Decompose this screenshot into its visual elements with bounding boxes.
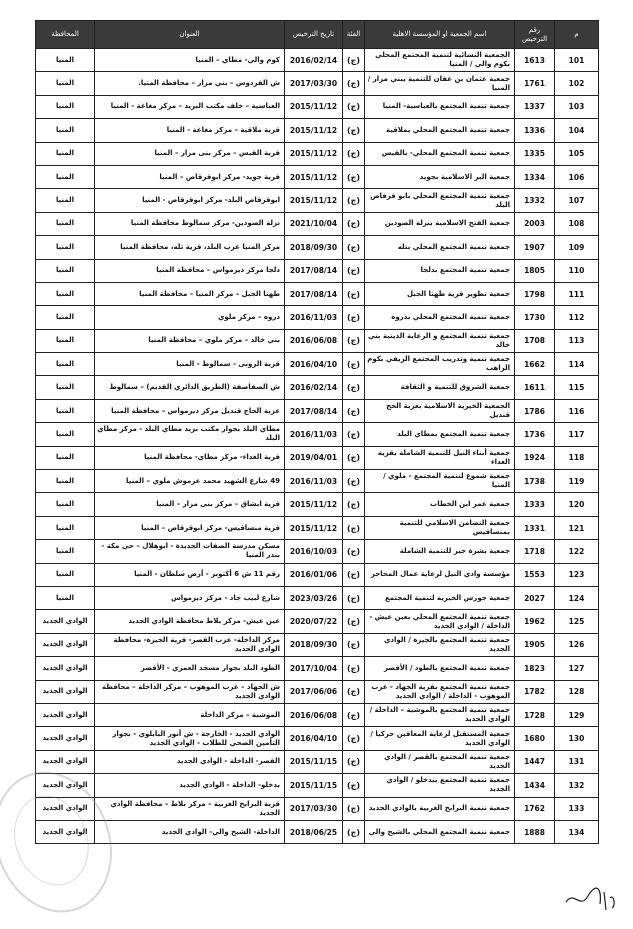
cell-category: (ج) [343,72,365,95]
cell-name: جمعية عمر ابن الخطاب [365,493,515,516]
cell-governorate: المنيا [36,353,95,376]
cell-address: عزبة الحاج قنديل مركز ديرمواس – محافظة المنيا [95,399,285,422]
cell-no: 126 [555,633,599,656]
cell-license-date: 2016/02/14 [285,376,343,399]
associations-table-sheet [35,20,598,844]
cell-license-no: 1718 [515,540,555,563]
cell-no: 102 [555,72,599,95]
cell-license-date: 2017/08/14 [285,259,343,282]
cell-license-date: 2018/06/25 [285,820,343,843]
cell-license-no: 1335 [515,142,555,165]
cell-name: جمعية تنمية المجتمع بالقصر / الوادي الجديد [365,750,515,773]
cell-license-date: 2017/08/14 [285,399,343,422]
cell-no: 125 [555,610,599,633]
cell-address: قرية البرابخ الغربية – مركز بلاط – محافظة الوادي الجديد [95,797,285,820]
cell-license-no: 1334 [515,165,555,188]
table-row [36,282,599,305]
cell-category: (ج) [343,306,365,329]
cell-license-no: 2027 [515,586,555,609]
table-row [36,563,599,586]
cell-license-no: 1662 [515,353,555,376]
cell-category: (ج) [343,189,365,212]
cell-license-date: 2015/11/15 [285,774,343,797]
cell-address: قرية ابشاق – مركز بنى مزار – المنيا [95,493,285,516]
cell-name: جمعية الفتح الاسلامية بنزلة الصودين [365,212,515,235]
table-row [36,633,599,656]
cell-name: جمعية تنمية المجتمع المحلي بدروه [365,306,515,329]
cell-license-no: 1333 [515,493,555,516]
cell-license-date: 2015/11/12 [285,119,343,142]
cell-license-no: 1337 [515,95,555,118]
cell-no: 107 [555,189,599,212]
cell-license-date: 2015/11/12 [285,95,343,118]
cell-category: (ج) [343,820,365,843]
cell-license-date: 2015/11/12 [285,165,343,188]
header-license-date: تاريخ الترخيص [285,21,343,49]
cell-address: قرية جويد- مركز ابوقرقاص – المنيا [95,165,285,188]
table-row [36,399,599,422]
cell-category: (ج) [343,797,365,820]
cell-no: 114 [555,353,599,376]
cell-name: جمعية تنمية المجتمع المحلي بملاقية [365,119,515,142]
cell-category: (ج) [343,212,365,235]
cell-governorate: المنيا [36,586,95,609]
table-row [36,329,599,352]
table-row [36,95,599,118]
cell-governorate: المنيا [36,470,95,493]
cell-governorate: المنيا [36,516,95,539]
cell-name: جمعية تنمية المجتمع المحلي بعين عيش - الداخلة / الوادي الجديد [365,610,515,633]
cell-address: العباسية – خلف مكتب البريد – مركز مغاغة - المنيا [95,95,285,118]
cell-license-no: 1553 [515,563,555,586]
cell-address: القصر- الداخلة - الوادي الجديد [95,750,285,773]
cell-license-no: 1611 [515,376,555,399]
cell-license-date: 2017/03/30 [285,797,343,820]
header-governorate: المحافظة [36,21,95,49]
cell-no: 116 [555,399,599,422]
cell-address: مركز المنيا غرب البلد، قرية تله، محافظة المنيا [95,236,285,259]
cell-license-no: 1805 [515,259,555,282]
cell-no: 134 [555,820,599,843]
cell-category: (ج) [343,376,365,399]
table-row [36,376,599,399]
cell-category: (ج) [343,727,365,750]
cell-license-no: 1924 [515,446,555,469]
cell-no: 110 [555,259,599,282]
cell-license-date: 2016/04/10 [285,353,343,376]
cell-no: 130 [555,727,599,750]
cell-license-no: 1761 [515,72,555,95]
table-body [36,49,599,844]
cell-governorate: المنيا [36,165,95,188]
cell-no: 109 [555,236,599,259]
cell-license-date: 2016/11/03 [285,423,343,446]
cell-address: الداخلة- الشيخ والي- الوادي الجديد [95,820,285,843]
cell-address: 49 شارع الشهيد محمد عرموش ملوي – المنيا [95,470,285,493]
cell-address: كوم والي- مطاي – المنيا [95,49,285,72]
cell-license-no: 1728 [515,703,555,726]
cell-license-date: 2016/10/03 [285,540,343,563]
cell-name: جمعية تنمية المجتمع بالعباسية- المنيا [365,95,515,118]
cell-license-no: 1680 [515,727,555,750]
cell-category: (ج) [343,493,365,516]
cell-name: جمعية تنمية البرابخ الغربية بالوادي الجديد [365,797,515,820]
table-row [36,703,599,726]
cell-governorate: المنيا [36,282,95,305]
cell-license-date: 2016/01/06 [285,563,343,586]
cell-governorate: المنيا [36,376,95,399]
table-row [36,423,599,446]
cell-license-no: 1782 [515,680,555,703]
cell-license-date: 2015/11/15 [285,750,343,773]
cell-name: الجمعية النسائية لتنمية المجتمع المحلي بكوم والي / المنيا [365,49,515,72]
cell-address: قرية منساقيس- مركز ابوقرقاص – المنيا [95,516,285,539]
cell-category: (ج) [343,680,365,703]
cell-address: دلجا مركز ديرمواس – محافظة المنيا [95,259,285,282]
cell-name: جمعية تطوير قرية طهنا الجبل [365,282,515,305]
cell-category: (ج) [343,470,365,493]
handwritten-signature [560,880,620,916]
cell-category: (ج) [343,610,365,633]
cell-category: (ج) [343,423,365,446]
cell-license-date: 2021/10/04 [285,212,343,235]
table-row [36,610,599,633]
cell-license-date: 2016/06/08 [285,703,343,726]
table-row [36,820,599,843]
table-row [36,727,599,750]
cell-category: (ج) [343,353,365,376]
cell-address: مسكن مدرسة الصفات الجديدة - ابوهلال – حي مكة - بندر المنيا [95,540,285,563]
cell-name: جمعية تنمية المجتمع المحلي بالشيخ والي [365,820,515,843]
cell-no: 121 [555,516,599,539]
cell-license-date: 2023/03/26 [285,586,343,609]
cell-category: (ج) [343,516,365,539]
cell-address: ابوقرقاص البلد- مركز ابوقرقاص - المنيا [95,189,285,212]
cell-address: قرية القيس – مركز بنى مزار – المنيا [95,142,285,165]
cell-governorate: الوادي الجديد [36,820,95,843]
cell-address: ش الصفاصفة (الطريق الدائري القديم) – سمالوط [95,376,285,399]
table-row [36,493,599,516]
cell-governorate: المنيا [36,49,95,72]
cell-license-date: 2017/03/30 [285,72,343,95]
cell-license-date: 2016/11/03 [285,470,343,493]
cell-governorate: المنيا [36,306,95,329]
table-row [36,72,599,95]
cell-governorate: المنيا [36,446,95,469]
cell-governorate: الوادي الجديد [36,797,95,820]
cell-governorate: المنيا [36,95,95,118]
cell-license-no: 1786 [515,399,555,422]
cell-address: ش الجهاد – غرب الموهوب – مركز الداخلة – محافظة الوادي الجديد [95,680,285,703]
cell-no: 119 [555,470,599,493]
cell-governorate: الوادي الجديد [36,610,95,633]
table-row [36,750,599,773]
table-row [36,306,599,329]
cell-license-date: 2017/10/04 [285,657,343,680]
associations-table [35,20,599,844]
cell-category: (ج) [343,142,365,165]
cell-address: طهنا الجبل – مركز المنيا – محافظة المنيا [95,282,285,305]
table-row [36,236,599,259]
cell-no: 124 [555,586,599,609]
cell-category: (ج) [343,703,365,726]
cell-name: جمعية تنمية المجتمع بالجيزة / الوادي الجديد [365,633,515,656]
cell-license-date: 2019/04/01 [285,446,343,469]
header-category: الفئة [343,21,365,49]
cell-address: الوادي الجديد - الخارجة - ش أنور البابلوي - بجوار التأمين الصحي للطلاب - الوادي الجديد [95,727,285,750]
table-row [36,212,599,235]
cell-no: 128 [555,680,599,703]
cell-no: 131 [555,750,599,773]
cell-license-no: 2003 [515,212,555,235]
cell-name: جمعية المستقبل لرعاية المعاقين حركيا / الوادي الجديد [365,727,515,750]
cell-license-no: 1907 [515,236,555,259]
cell-license-no: 1823 [515,657,555,680]
cell-no: 103 [555,95,599,118]
table-row [36,586,599,609]
table-row [36,259,599,282]
cell-governorate: المنيا [36,329,95,352]
cell-governorate: المنيا [36,119,95,142]
cell-category: (ج) [343,236,365,259]
cell-governorate: المنيا [36,259,95,282]
table-row [36,353,599,376]
cell-license-date: 2016/02/14 [285,49,343,72]
cell-no: 115 [555,376,599,399]
cell-name: الجمعية الخيرية الاسلامية بعزبة الحج قنديل [365,399,515,422]
cell-address: بدخلو- الداخلة - الوادي الجديد [95,774,285,797]
cell-category: (ج) [343,165,365,188]
cell-name: جمعية تنمية وتدريب المجتمع الريفي بكوم الراهب [365,353,515,376]
table-row [36,142,599,165]
cell-license-date: 2017/06/06 [285,680,343,703]
cell-no: 123 [555,563,599,586]
table-row [36,516,599,539]
cell-address: مركز الداخلة- عزب القصر- قرية الجيزة- محافظة الوادي الجديد [95,633,285,656]
cell-license-no: 1447 [515,750,555,773]
cell-governorate: الوادي الجديد [36,703,95,726]
cell-no: 129 [555,703,599,726]
table-row [36,680,599,703]
cell-license-date: 2015/11/12 [285,142,343,165]
cell-no: 118 [555,446,599,469]
cell-governorate: الوادي الجديد [36,633,95,656]
cell-name: جمعية تنمية المجتمع بالموشية – الداخلة / الوادي الجديد [365,703,515,726]
cell-category: (ج) [343,750,365,773]
cell-category: (ج) [343,119,365,142]
table-row [36,797,599,820]
cell-no: 122 [555,540,599,563]
cell-address: رقم 11 ش 6 أكتوبر - أرض سلطان - المنيا [95,563,285,586]
cell-address: شارع لبيب جاد - مركز ديرمواس [95,586,285,609]
cell-address: الطود البلد بجوار مسجد العمري - الأقصر [95,657,285,680]
cell-license-no: 1762 [515,797,555,820]
cell-no: 108 [555,212,599,235]
cell-category: (ج) [343,657,365,680]
cell-no: 113 [555,329,599,352]
cell-category: (ج) [343,282,365,305]
cell-license-no: 1905 [515,633,555,656]
cell-no: 120 [555,493,599,516]
cell-name: جمعية الشروق للتنمية و الثقافة [365,376,515,399]
cell-category: (ج) [343,633,365,656]
cell-address: نزلة الصودين- مركز سمالوط محافظة المنيا [95,212,285,235]
table-row [36,657,599,680]
cell-governorate: المنيا [36,493,95,516]
cell-name: جمعية بشرة خير للتنمية الشاملة [365,540,515,563]
cell-license-no: 1336 [515,119,555,142]
cell-governorate: المنيا [36,212,95,235]
cell-license-no: 1962 [515,610,555,633]
cell-governorate: الوادي الجديد [36,727,95,750]
cell-no: 132 [555,774,599,797]
table-row [36,165,599,188]
table-row [36,49,599,72]
cell-license-date: 2018/09/30 [285,236,343,259]
cell-category: (ج) [343,49,365,72]
header-address: العنوان [95,21,285,49]
cell-governorate: الوادي الجديد [36,657,95,680]
cell-category: (ج) [343,446,365,469]
cell-license-no: 1798 [515,282,555,305]
cell-governorate: المنيا [36,399,95,422]
cell-license-date: 2016/04/10 [285,727,343,750]
cell-license-no: 1613 [515,49,555,72]
cell-name: جمعية تنمية المجتمع المحلي بتله [365,236,515,259]
cell-license-no: 1331 [515,516,555,539]
cell-license-no: 1738 [515,470,555,493]
table-row [36,470,599,493]
cell-no: 101 [555,49,599,72]
cell-license-date: 2015/11/12 [285,189,343,212]
cell-license-date: 2015/11/12 [285,493,343,516]
cell-category: (ج) [343,563,365,586]
cell-address: مطاي البلد بجوار مكتب بريد مطاي البلد - مركز مطاي البلد [95,423,285,446]
cell-address: عين عيش- مركز بلاط محافظة الوادي الجديد [95,610,285,633]
table-row [36,774,599,797]
cell-category: (ج) [343,329,365,352]
cell-address: قرية الغداء- مركز مطاي- محافظة المنيا [95,446,285,469]
cell-governorate: المنيا [36,142,95,165]
header-name: اسم الجمعية او المؤسسة الاهلية [365,21,515,49]
cell-name: جمعية تنمية المجتمع ببدخلو / الوادي الجديد [365,774,515,797]
cell-name: جمعية تنمية المجتمع المحلي بابو قرقاص البلد [365,189,515,212]
cell-name: جمعية تنمية المجتمع و الرعاية الدينية بني خالد [365,329,515,352]
cell-name: جمعية البر الاسلامية بجويد [365,165,515,188]
cell-name: جمعية أبناء النيل للتنمية الشاملة بقرية الغداء [365,446,515,469]
cell-license-no: 1332 [515,189,555,212]
cell-no: 112 [555,306,599,329]
cell-address: دروه – مركز ملوي [95,306,285,329]
cell-category: (ج) [343,259,365,282]
cell-category: (ج) [343,399,365,422]
cell-license-date: 2015/11/12 [285,516,343,539]
cell-license-no: 1708 [515,329,555,352]
cell-name: جمعية عثمان بن عفان للتنمية ببني مزار / المنيا [365,72,515,95]
cell-name: جمعية شموع لتنمية المجتمع - ملوي / المنيا [365,470,515,493]
cell-license-date: 2020/07/22 [285,610,343,633]
cell-governorate: المنيا [36,540,95,563]
table-row [36,446,599,469]
cell-no: 105 [555,142,599,165]
table-row [36,119,599,142]
table-row [36,540,599,563]
cell-license-date: 2018/09/30 [285,633,343,656]
cell-license-date: 2017/08/14 [285,282,343,305]
cell-license-no: 1736 [515,423,555,446]
cell-name: مؤسسة وادي النيل لرعاية عمال المحاجر [365,563,515,586]
table-header-row [36,21,599,49]
cell-governorate: المنيا [36,236,95,259]
cell-name: جمعية تنمية المجتمع المحلي- بالقيس [365,142,515,165]
header-no: م [555,21,599,49]
cell-no: 133 [555,797,599,820]
cell-name: جمعية التضامن الاسلامي للتنمية بمنساقيس [365,516,515,539]
cell-no: 104 [555,119,599,142]
header-license-no: رقم الترخيص [515,21,555,49]
cell-governorate: المنيا [36,189,95,212]
cell-name: جمعية تنمية المجتمع بقرية الجهاد - غرب الموهوب - الداخلة / الوادي الجديد [365,680,515,703]
cell-license-no: 1434 [515,774,555,797]
cell-license-no: 1730 [515,306,555,329]
cell-license-date: 2016/11/03 [285,306,343,329]
cell-license-date: 2016/06/08 [285,329,343,352]
cell-address: قرية ملاقية – مركز مغاغة - المنيا [95,119,285,142]
cell-no: 127 [555,657,599,680]
cell-name: جمعية تنمية المجتمع بمطاي البلد [365,423,515,446]
cell-name: جمعية جورس الخيرية لتنمية المجتمع [365,586,515,609]
cell-address: بني خالد – مركز ملوي – محافظة المنيا [95,329,285,352]
cell-governorate: الوادي الجديد [36,680,95,703]
cell-governorate: المنيا [36,72,95,95]
cell-category: (ج) [343,540,365,563]
cell-name: جمعية تنمية المجتمع بدلجا [365,259,515,282]
cell-address: قرية الروبى - سمالوط - المنيا [95,353,285,376]
cell-address: الموشية – مركز الداخلة [95,703,285,726]
cell-no: 117 [555,423,599,446]
cell-governorate: المنيا [36,563,95,586]
cell-category: (ج) [343,774,365,797]
cell-governorate: المنيا [36,423,95,446]
cell-no: 106 [555,165,599,188]
table-row [36,189,599,212]
cell-license-no: 1888 [515,820,555,843]
cell-category: (ج) [343,95,365,118]
cell-name: جمعية تنمية المجتمع بالطود / الأقصر [365,657,515,680]
cell-category: (ج) [343,586,365,609]
cell-governorate: الوادي الجديد [36,750,95,773]
cell-no: 111 [555,282,599,305]
cell-governorate: الوادي الجديد [36,774,95,797]
cell-address: ش الفردوس – بني مزار – محافظة المنيا. [95,72,285,95]
